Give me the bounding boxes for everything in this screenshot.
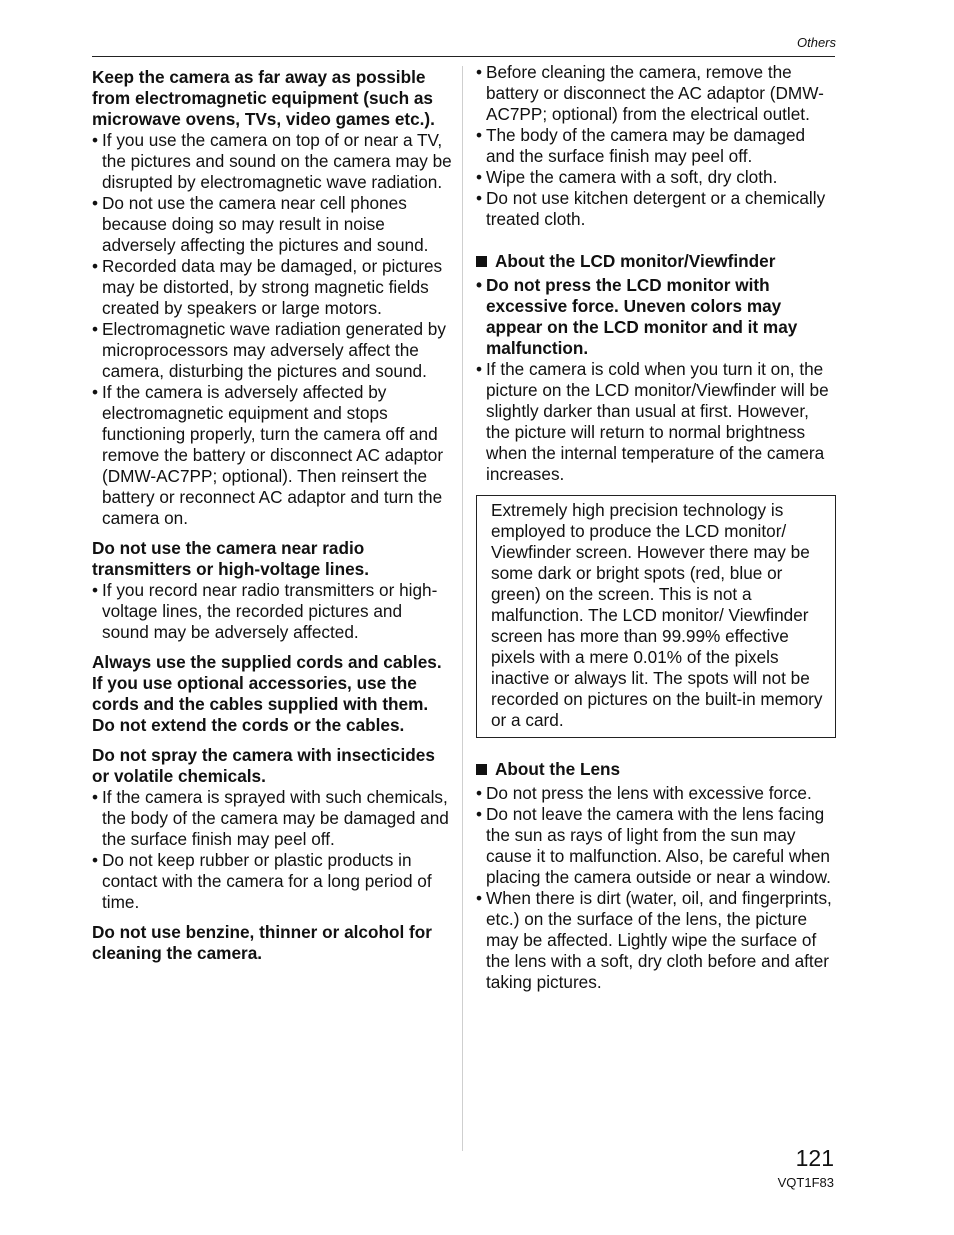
radio-section <box>92 538 452 643</box>
chemicals-section <box>92 745 452 913</box>
radio-heading: Do not use the camera near radio transmitters or high-voltage lines. <box>92 538 369 579</box>
list-item: • If you record near radio transmitters or high-voltage lines, the recorded pictures and sound may be adversely affected. <box>92 580 452 643</box>
list-item: • If the camera is cold when you turn it on, the picture on the LCD monitor/Viewfinder will be slightly darker than usual at first. However, the picture will return to normal brightness when the internal temperature of the camera increases. <box>476 359 836 485</box>
square-bullet-icon <box>476 256 487 267</box>
lcd-notice-text: Extremely high precision technology is employed to produce the LCD monitor/ Viewfinder screen. However there may be some dark or bright spots (red, blue or green) on the screen. This is not a malfunction. The LCD monitor/ Viewfinder screen has more than 99.99% effective pixels with a mere 0.01% of the pixels inactive or always lit. The spots will not be recorded on pictures on the built-in memory or a card. <box>491 500 823 730</box>
square-bullet-icon <box>476 764 487 775</box>
list-item: • Do not press the LCD monitor with excessive force. Uneven colors may appear on the LCD monitor and it may malfunction. <box>476 275 836 359</box>
electromagnetic-section <box>92 67 452 529</box>
list-item: • Do not press the lens with excessive force. <box>476 783 836 804</box>
list-item: • Electromagnetic wave radiation generated by microprocessors may adversely affect the camera, disturbing the pictures and sound. <box>92 319 452 382</box>
cleaning-bullets <box>476 62 836 230</box>
list-item: • If you use the camera on top of or near a TV, the pictures and sound on the camera may be disrupted by electromagnetic wave radiation. <box>92 130 452 193</box>
document-code: VQT1F83 <box>777 1175 834 1190</box>
header-divider <box>92 56 835 57</box>
lcd-notice-box <box>476 495 836 738</box>
lens-bullets <box>476 783 836 993</box>
list-item: • Do not use kitchen detergent or a chemically treated cloth. <box>476 188 836 230</box>
benzine-section <box>92 922 452 964</box>
left-column <box>92 67 452 973</box>
list-item: • Before cleaning the camera, remove the battery or disconnect the AC adaptor (DMW-AC7PP; optional) from the electrical outlet. <box>476 62 836 125</box>
right-column <box>476 62 836 993</box>
chemicals-bullets <box>92 787 452 913</box>
lcd-section-heading <box>476 251 836 272</box>
list-item: • Recorded data may be damaged, or pictures may be distorted, by strong magnetic fields created by speakers or large motors. <box>92 256 452 319</box>
list-item: • Do not leave the camera with the lens facing the sun as rays of light from the sun may cause it to malfunction. Also, be careful when placing the camera outside or near a window. <box>476 804 836 888</box>
chemicals-heading: Do not spray the camera with insecticides or volatile chemicals. <box>92 745 435 786</box>
cords-heading: Always use the supplied cords and cables. If you use optional accessories, use the cords and the cables supplied with them. <box>92 652 442 714</box>
lcd-warning-bullets <box>476 275 836 359</box>
cords-extend-heading: Do not extend the cords or the cables. <box>92 715 405 735</box>
cords-section <box>92 652 452 736</box>
benzine-heading: Do not use benzine, thinner or alcohol for cleaning the camera. <box>92 922 432 963</box>
radio-bullets <box>92 580 452 643</box>
list-item: • Wipe the camera with a soft, dry cloth. <box>476 167 836 188</box>
list-item: • The body of the camera may be damaged and the surface finish may peel off. <box>476 125 836 167</box>
lens-section-heading <box>476 759 836 780</box>
lcd-section-title: About the LCD monitor/Viewfinder <box>495 251 776 271</box>
list-item: • When there is dirt (water, oil, and fingerprints, etc.) on the surface of the lens, the picture may be affected. Lightly wipe the surface of the lens with a soft, dry cloth before and after taking pictures. <box>476 888 836 993</box>
list-item: • Do not keep rubber or plastic products in contact with the camera for a long period of time. <box>92 850 452 913</box>
list-item: • If the camera is sprayed with such chemicals, the body of the camera may be damaged and the surface finish may peel off. <box>92 787 452 850</box>
list-item: • Do not use the camera near cell phones because doing so may result in noise adversely affecting the pictures and sound. <box>92 193 452 256</box>
lcd-bullets <box>476 359 836 485</box>
page-number: 121 <box>795 1145 834 1171</box>
column-divider <box>462 66 463 1151</box>
section-label: Others <box>796 35 836 50</box>
electromagnetic-heading: Keep the camera as far away as possible from electromagnetic equipment (such as microwave ovens, TVs, video games etc.). <box>92 67 435 129</box>
lens-section-title: About the Lens <box>495 759 621 779</box>
list-item: • If the camera is adversely affected by electromagnetic equipment and stops functioning properly, turn the camera off and remove the battery or disconnect AC adaptor (DMW-AC7PP; optional). Then reinsert the battery or reconnect AC adaptor and turn the camera on. <box>92 382 452 529</box>
electromagnetic-bullets <box>92 130 452 529</box>
